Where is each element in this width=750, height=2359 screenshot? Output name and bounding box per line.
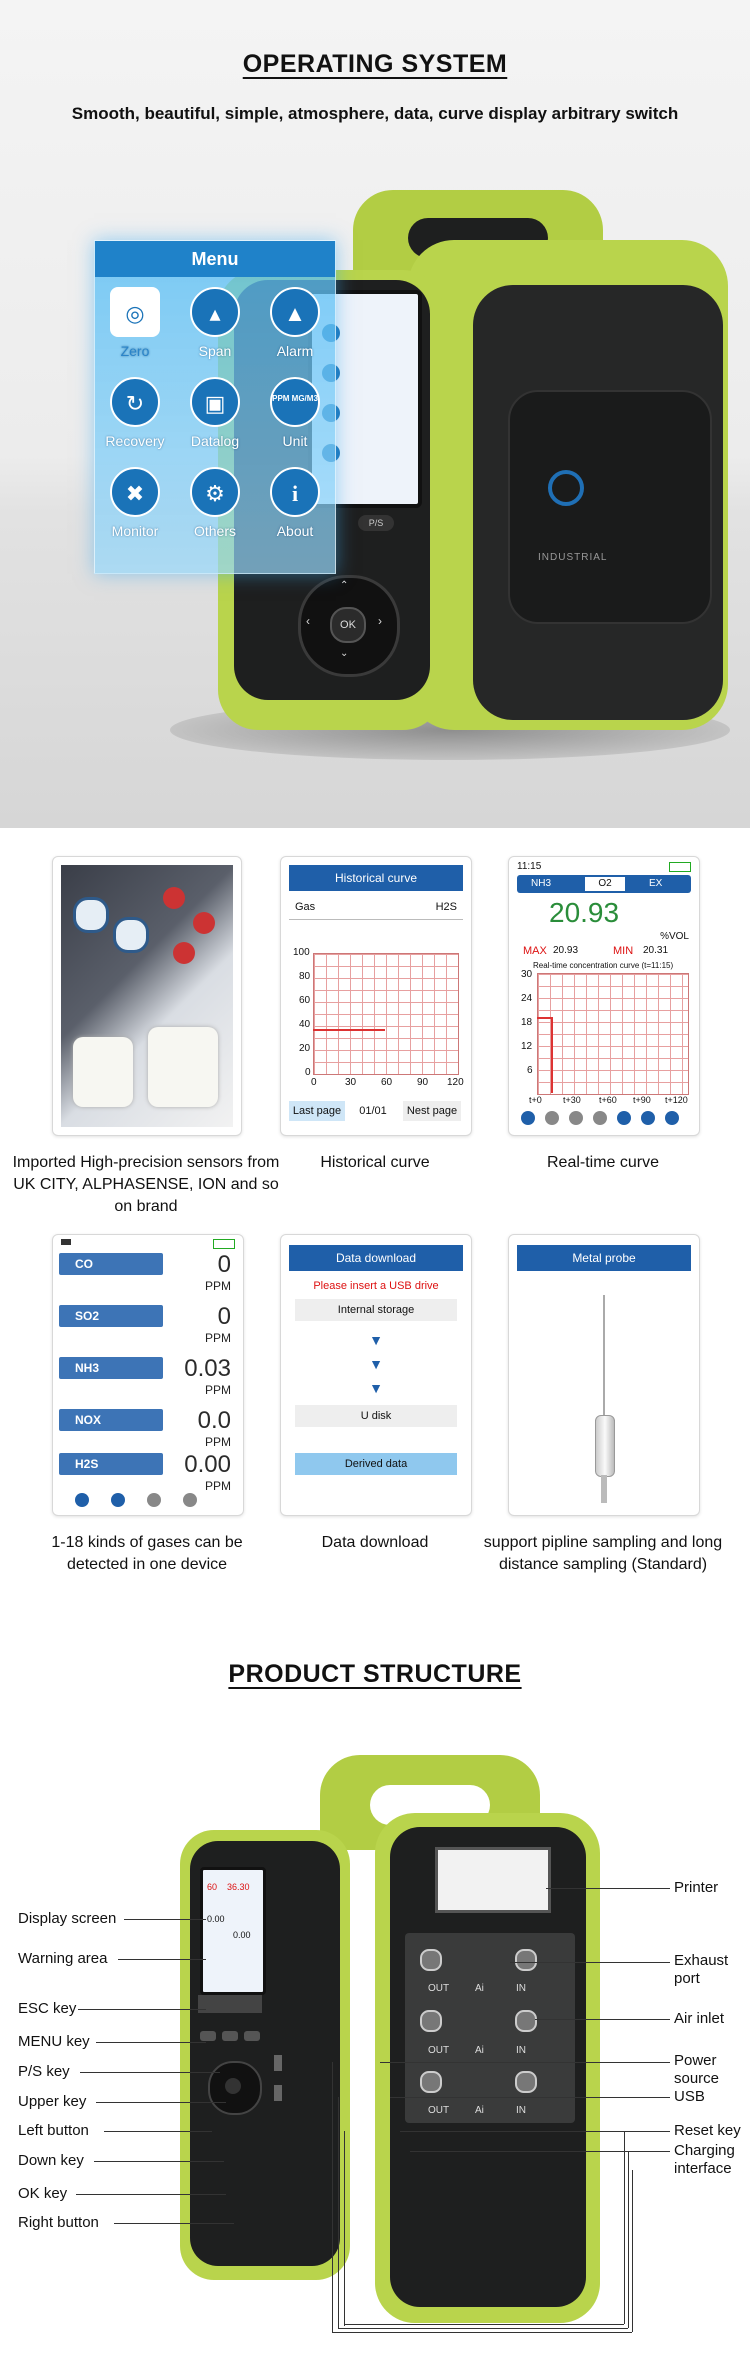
usb-port[interactable] (274, 2055, 282, 2071)
y-tick: 0 (305, 1067, 311, 1078)
air-inlet-port[interactable] (515, 2071, 537, 2093)
y-tick: 18 (521, 1017, 533, 1028)
product-structure-title: PRODUCT STRUCTURE (228, 1660, 522, 1688)
label-ok-key: OK key (18, 2185, 68, 2202)
menu-item-unit[interactable] (255, 377, 335, 449)
historical-series-line (313, 1029, 385, 1031)
menu-item-label: Alarm (276, 343, 314, 359)
leader-line (114, 2223, 234, 2224)
y-tick: 20 (299, 1043, 311, 1054)
probe-caption: support pipline sampling and long distance sampling (Standard) (483, 1534, 723, 1573)
menu-item-others[interactable] (175, 467, 255, 539)
down-arrow-icon[interactable]: ⌄ (340, 648, 349, 659)
device-side-door (508, 390, 712, 624)
menu-item-label: Monitor (111, 523, 159, 539)
leader-line (338, 2097, 339, 2329)
leader-line (338, 2328, 628, 2329)
pump-icon[interactable] (593, 1111, 607, 1125)
down-arrow-icon: ▼ (369, 1332, 383, 1348)
max-label: MAX (523, 945, 547, 957)
sound-icon[interactable] (75, 1493, 89, 1507)
next-page-button[interactable]: Nest page (403, 1101, 461, 1121)
y-tick: 80 (299, 971, 311, 982)
settings-icon[interactable] (665, 1111, 679, 1125)
printer-slot (435, 1847, 551, 1913)
brand-text: INDUSTRIAL (538, 552, 608, 563)
gas-name: CO (59, 1253, 163, 1275)
operating-system-subtitle: Smooth, beautiful, simple, atmosphere, data, curve display arbitrary switch (71, 104, 679, 123)
gas-unit: PPM (204, 1331, 231, 1345)
u-disk[interactable]: U disk (295, 1405, 457, 1427)
zero-target-icon: ◎ (110, 287, 160, 337)
gas-row-co (59, 1253, 237, 1303)
realtime-chart (537, 973, 689, 1095)
display-screen (200, 1867, 266, 1995)
down-arrow-icon: ▼ (369, 1380, 383, 1396)
leader-line (380, 2062, 670, 2063)
realtime-value: 20.93 (549, 897, 620, 928)
leader-line (124, 1919, 206, 1920)
menu-item-monitor[interactable] (95, 467, 175, 539)
ps-key[interactable] (244, 2031, 260, 2041)
realtime-curve-card (508, 856, 700, 1136)
y-tick: 12 (521, 1041, 533, 1052)
sensor-icon (163, 887, 185, 909)
tab-o2[interactable]: O2 (585, 877, 625, 891)
gas-unit: PPM (204, 1383, 231, 1397)
menu-item-label: Datalog (190, 433, 240, 449)
port-out-label: OUT (428, 2105, 450, 2116)
pump-icon[interactable] (183, 1493, 197, 1507)
menu-item-recovery[interactable] (95, 377, 175, 449)
menu-item-label: Recovery (105, 433, 165, 449)
floppy-disk-icon: ▣ (190, 377, 240, 427)
download-title: Data download (289, 1245, 463, 1271)
product-structure-section (0, 1610, 750, 2359)
menu-item-label: About (276, 523, 314, 539)
features-section (0, 828, 750, 1610)
label-printer: Printer (674, 1879, 719, 1896)
label-reset-key: Reset key (674, 2122, 741, 2139)
warning-area (198, 1995, 262, 2013)
gas-name: NH3 (59, 1357, 163, 1379)
label-charging-interface: Charging interface (674, 2142, 735, 2177)
gas-value: 0.00 (184, 1451, 231, 1478)
historical-curve-card (280, 856, 472, 1136)
leader-line (400, 2131, 670, 2132)
menu-title: Menu (95, 241, 335, 277)
usb-warning: Please insert a USB drive (313, 1280, 439, 1292)
max-value: 20.93 (553, 945, 579, 956)
leader-line (390, 2097, 670, 2098)
gas-value: 0 (217, 1251, 231, 1278)
gear-icon: ⚙ (190, 467, 240, 517)
leader-line (344, 2324, 624, 2325)
right-arrow-icon[interactable]: › (378, 614, 382, 628)
tab-nh3[interactable]: NH3 (531, 878, 552, 889)
menu-key[interactable] (222, 2031, 238, 2041)
multi-gas-caption: 1-18 kinds of gases can be detected in one device (51, 1534, 243, 1573)
air-inlet-port[interactable] (515, 2010, 537, 2032)
menu-item-datalog[interactable] (175, 377, 255, 449)
screen-value: 60 (207, 1882, 218, 1892)
battery-icon (213, 1239, 235, 1249)
charging-port[interactable] (274, 2085, 282, 2101)
gas-cylinder-icon: ▴ (190, 287, 240, 337)
page-indicator: 01/01 (359, 1105, 387, 1117)
left-arrow-icon[interactable]: ‹ (306, 614, 310, 628)
x-tick: t+60 (599, 1095, 617, 1105)
y-tick: 6 (527, 1065, 533, 1076)
info-icon: i (270, 467, 320, 517)
y-tick: 30 (521, 969, 533, 980)
leader-line (76, 2194, 226, 2195)
light-icon[interactable] (111, 1493, 125, 1507)
tab-ex[interactable]: EX (649, 878, 663, 889)
historical-chart (313, 953, 459, 1075)
leader-line (80, 2072, 220, 2073)
realtime-series-drop (551, 1017, 553, 1093)
exhaust-port[interactable] (420, 1949, 442, 1971)
multi-gas-card (52, 1234, 244, 1516)
menu-item-alarm[interactable] (255, 287, 335, 359)
x-tick: 30 (345, 1077, 357, 1088)
menu-item-span[interactable] (175, 287, 255, 359)
sensor-icon (73, 1037, 133, 1107)
gas-unit: PPM (204, 1435, 231, 1449)
leader-line (546, 1888, 670, 1889)
brand-logo (548, 470, 584, 506)
signal-icon (61, 1239, 71, 1245)
x-tick: 90 (417, 1077, 429, 1088)
port-out-label: OUT (428, 1983, 450, 1994)
x-tick: t+90 (633, 1095, 651, 1105)
port-ai-label: Ai (475, 2105, 484, 2116)
gas-value: 0.0 (197, 1407, 231, 1434)
lock-icon[interactable] (147, 1493, 161, 1507)
sensor-icon (113, 917, 149, 953)
leader-line (410, 2151, 670, 2152)
sensor-icon (173, 942, 195, 964)
leader-line (96, 2042, 206, 2043)
label-esc-key: ESC key (18, 2000, 77, 2017)
port-in-label: IN (516, 2045, 526, 2056)
leader-line (94, 2161, 224, 2162)
y-tick: 60 (299, 995, 311, 1006)
ok-key[interactable]: OK (330, 607, 366, 643)
x-tick: 0 (311, 1077, 317, 1088)
gas-name: SO2 (59, 1305, 163, 1327)
leader-line (632, 2170, 633, 2332)
sound-icon[interactable] (521, 1111, 535, 1125)
gas-name: NOX (59, 1409, 163, 1431)
label-left-button: Left button (18, 2122, 89, 2139)
label-menu-key: MENU key (18, 2033, 90, 2050)
realtime-unit: %VOL (660, 931, 689, 942)
operating-system-section (0, 0, 750, 828)
y-tick: 24 (521, 993, 533, 1004)
sensor-icon (73, 897, 109, 933)
historical-title: Historical curve (289, 865, 463, 891)
probe-rod (603, 1295, 605, 1415)
structure-device-image (180, 1755, 600, 2325)
screen-value: 0.00 (233, 1930, 251, 1940)
lock-icon[interactable] (569, 1111, 583, 1125)
leader-line (78, 2009, 206, 2010)
menu-item-about[interactable] (255, 467, 335, 539)
light-icon[interactable] (545, 1111, 559, 1125)
last-page-button[interactable]: Last page (289, 1101, 345, 1121)
leader-line (344, 2131, 345, 2326)
label-usb: USB (674, 2088, 705, 2105)
exhaust-port[interactable] (420, 2071, 442, 2093)
x-tick: 120 (447, 1077, 464, 1088)
sensor-icon (148, 1027, 218, 1107)
port-in-label: IN (516, 1983, 526, 1994)
probe-tip (601, 1475, 607, 1503)
x-tick: t+120 (665, 1095, 688, 1105)
menu-panel (94, 240, 336, 574)
port-ai-label: Ai (475, 2045, 484, 2056)
realtime-series-line (537, 1017, 551, 1019)
operating-system-title: OPERATING SYSTEM (242, 50, 508, 78)
ps-key[interactable]: P/S (358, 515, 394, 531)
leader-line (104, 2131, 212, 2132)
metal-probe-card (508, 1234, 700, 1516)
menu-item-label: Zero (120, 343, 150, 359)
label-down-key: Down key (18, 2152, 84, 2169)
usb-icon[interactable] (641, 1111, 655, 1125)
derived-data-button[interactable]: Derived data (295, 1453, 457, 1475)
battery-icon (669, 862, 691, 872)
down-arrow-icon: ▼ (369, 1356, 383, 1372)
label-display-screen: Display screen (18, 1910, 117, 1927)
menu-item-zero[interactable] (95, 287, 175, 359)
menu-item-label: Unit (282, 433, 308, 449)
save-icon[interactable] (617, 1111, 631, 1125)
leader-line (628, 2151, 629, 2328)
sensors-photo-card (52, 856, 242, 1136)
label-ps-key: P/S key (18, 2063, 70, 2080)
menu-item-label: Span (198, 343, 232, 359)
unit-ppm-icon: PPM MG/M3 (270, 377, 320, 427)
data-download-card (280, 1234, 472, 1516)
gas-name: H2S (59, 1453, 163, 1475)
x-tick: t+0 (529, 1095, 542, 1105)
sensor-icon (193, 912, 215, 934)
exhaust-port[interactable] (420, 2010, 442, 2032)
leader-line (510, 1962, 670, 1963)
internal-storage[interactable]: Internal storage (295, 1299, 457, 1321)
x-tick: 60 (381, 1077, 393, 1088)
label-air-inlet: Air inlet (674, 2010, 725, 2027)
leader-line (535, 2019, 670, 2020)
menu-item-label: Others (193, 523, 236, 539)
leader-line (332, 2332, 632, 2333)
label-power-source: Power source (674, 2052, 720, 2087)
min-label: MIN (613, 945, 634, 957)
min-value: 20.31 (643, 945, 669, 956)
label-upper-key: Upper key (18, 2093, 87, 2110)
screen-value: 36.30 (227, 1882, 250, 1892)
ok-key[interactable] (225, 2078, 241, 2094)
label-warning-area: Warning area (18, 1950, 108, 1967)
port-out-label: OUT (428, 2045, 450, 2056)
gas-row-nh3 (59, 1357, 237, 1407)
screen-value: 0.00 (207, 1914, 225, 1924)
gas-value: 0 (217, 1303, 231, 1330)
gas-value: H2S (435, 901, 457, 913)
alarm-light-icon: ▲ (270, 287, 320, 337)
x-tick: t+30 (563, 1095, 581, 1105)
divider (289, 919, 463, 920)
gas-label: Gas (295, 901, 316, 913)
curve-title: Real-time concentration curve (t=11:15) (533, 961, 674, 970)
tools-icon: ✖ (110, 467, 160, 517)
leader-line (624, 2131, 625, 2324)
probe-title: Metal probe (517, 1245, 691, 1271)
leader-line (96, 2102, 226, 2103)
esc-key[interactable] (200, 2031, 216, 2041)
gas-unit: PPM (204, 1279, 231, 1293)
y-tick: 100 (293, 947, 310, 958)
sensors-caption: Imported High-precision sensors from UK CITY, ALPHASENSE, ION and so on brand (12, 1154, 280, 1215)
probe-handle (595, 1415, 615, 1477)
leader-line (332, 2062, 333, 2332)
status-time: 11:15 (517, 861, 542, 872)
leader-line (118, 1959, 206, 1960)
download-caption: Data download (321, 1534, 429, 1551)
label-right-button: Right button (18, 2214, 99, 2231)
port-ai-label: Ai (475, 1983, 484, 1994)
up-arrow-icon[interactable]: ⌃ (340, 580, 349, 591)
port-in-label: IN (516, 2105, 526, 2116)
gas-unit: PPM (204, 1479, 231, 1493)
gas-value: 0.03 (184, 1355, 231, 1382)
recovery-arrows-icon: ↻ (110, 377, 160, 427)
realtime-caption: Real-time curve (546, 1154, 660, 1171)
label-exhaust-port: Exhaust port (674, 1952, 729, 1987)
y-tick: 40 (299, 1019, 311, 1030)
gas-row-so2 (59, 1305, 237, 1355)
historical-caption: Historical curve (320, 1154, 430, 1171)
air-inlet-port[interactable] (515, 1949, 537, 1971)
